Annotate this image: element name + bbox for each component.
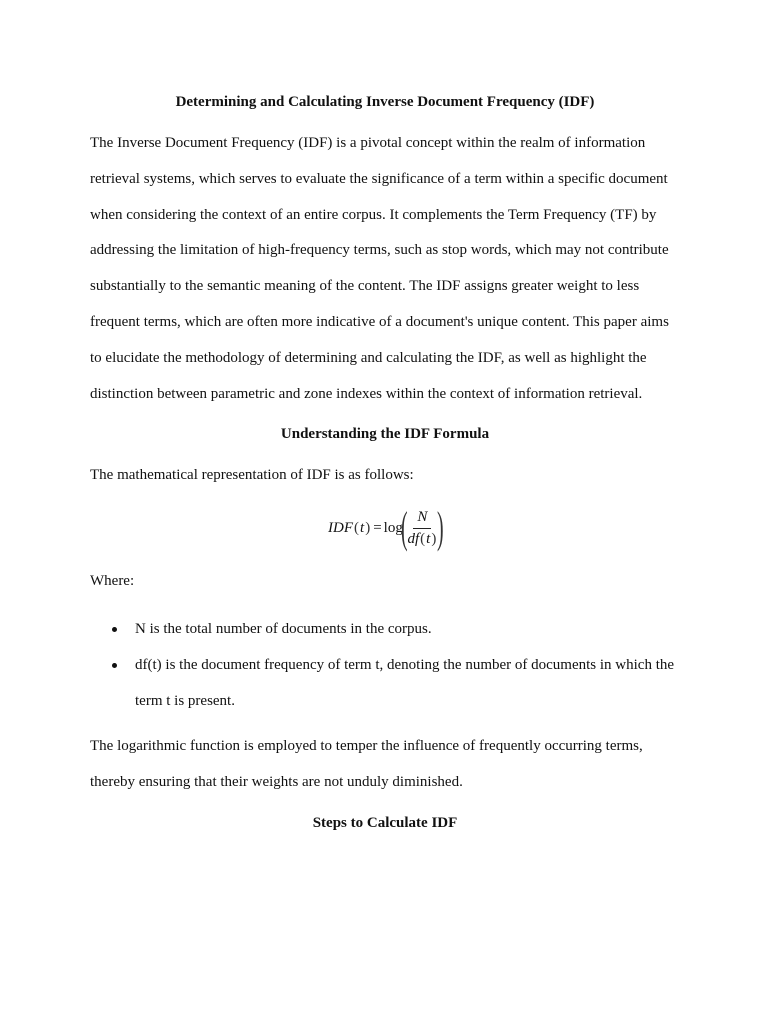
formula-paren-close: ) bbox=[365, 519, 371, 536]
list-item: df(t) is the document frequency of term t, denoting the number of documents in which the term t is present. bbox=[90, 648, 680, 720]
formula-func: log bbox=[383, 519, 403, 536]
where-label: Where: bbox=[90, 573, 135, 590]
intro-paragraph bbox=[90, 126, 680, 412]
intro-line: retrieval systems, which serves to evaluate the significance of a term within a specific document bbox=[90, 170, 668, 187]
formula-equals: = bbox=[373, 519, 382, 536]
document-body bbox=[90, 90, 680, 835]
formula-lead: The mathematical representation of IDF is as follows: bbox=[90, 467, 414, 484]
list-item: N is the total number of documents in the corpus. bbox=[90, 612, 680, 648]
intro-line: when considering the context of an entire corpus. It complements the Term Frequency (TF) by bbox=[90, 206, 657, 223]
formula-den-name: df bbox=[407, 530, 420, 547]
idf-formula bbox=[90, 504, 680, 552]
section-heading-idf-formula: Understanding the IDF Formula bbox=[280, 426, 490, 443]
formula-paren-open: ( bbox=[354, 519, 360, 536]
intro-line: distinction between parametric and zone indexes within the context of information retrieval. bbox=[90, 385, 643, 402]
closing-paragraph bbox=[90, 729, 680, 801]
formula-numerator: N bbox=[413, 510, 431, 529]
document-title: Determining and Calculating Inverse Document Frequency (IDF) bbox=[175, 94, 595, 110]
closing-line: thereby ensuring that their weights are not unduly diminished. bbox=[90, 774, 463, 791]
formula-fraction bbox=[407, 510, 437, 547]
formula-big-paren-close: ) bbox=[437, 503, 444, 553]
intro-line: addressing the limitation of high-frequency terms, such as stop words, which may not contribute bbox=[90, 242, 669, 259]
definition-list bbox=[90, 612, 680, 719]
intro-line: frequent terms, which are often more indicative of a document's unique content. This paper aims bbox=[90, 313, 669, 330]
formula-den-paren-open: ( bbox=[420, 530, 426, 547]
closing-line: The logarithmic function is employed to temper the influence of frequently occurring terms, bbox=[90, 738, 643, 755]
formula-big-paren-open: ( bbox=[400, 503, 408, 553]
formula-den-paren-close: ) bbox=[431, 530, 437, 547]
formula-lhs-name: IDF bbox=[328, 519, 354, 536]
section-heading-steps: Steps to Calculate IDF bbox=[312, 814, 458, 831]
formula-lhs-var: t bbox=[360, 519, 365, 536]
intro-line: The Inverse Document Frequency (IDF) is a pivotal concept within the realm of information bbox=[90, 135, 646, 151]
formula-denominator bbox=[407, 529, 437, 547]
intro-line: to elucidate the methodology of determining and calculating the IDF, as well as highlight the bbox=[90, 349, 647, 366]
intro-line: substantially to the semantic meaning of the content. The IDF assigns greater weight to less bbox=[90, 278, 640, 295]
formula-den-var: t bbox=[426, 530, 431, 547]
